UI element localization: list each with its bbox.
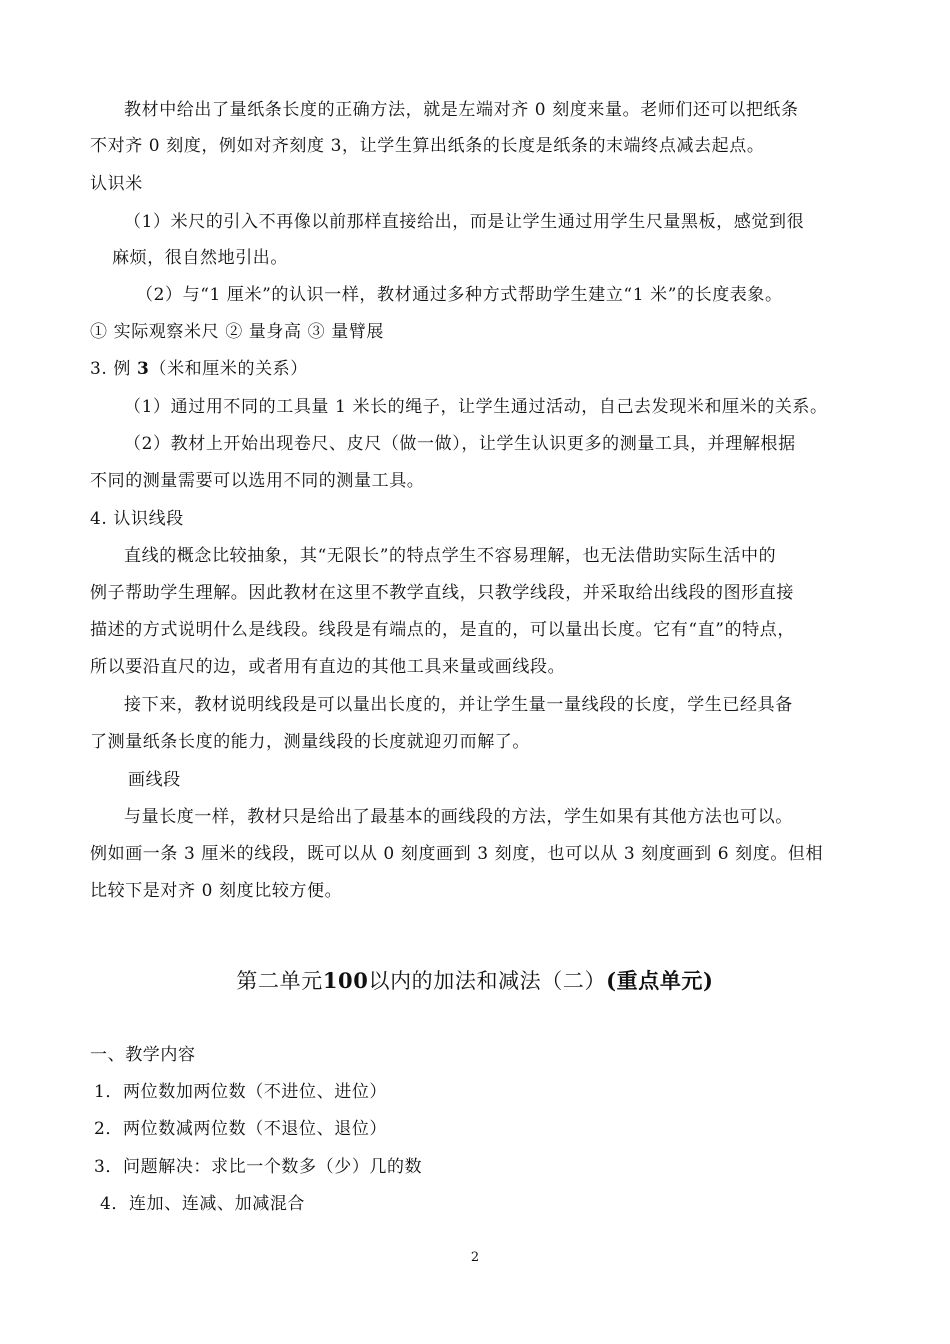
paragraph-line: 描述的方式说明什么是线段。线段是有端点的，是直的，可以量出长度。它有“直”的特点，	[90, 620, 795, 640]
example-index: 3	[137, 359, 150, 379]
list-line: ① 实际观察米尺 ② 量身高 ③ 量臂展	[90, 322, 385, 342]
section-heading: 一、教学内容	[90, 1045, 196, 1065]
example-number: 3. 例	[90, 359, 138, 379]
paragraph-line: （2）与“1 厘米”的认识一样，教材通过多种方式帮助学生建立“1 米”的长度表象。	[136, 285, 783, 305]
paragraph-line: 接下来，教材说明线段是可以量出长度的，并让学生量一量线段的长度，学生已经具备	[124, 695, 793, 715]
paragraph-line: 不对齐 0 刻度，例如对齐刻度 3，让学生算出纸条的长度是纸条的末端终点减去起点。	[90, 136, 765, 156]
paragraph-line: 直线的概念比较抽象，其“无限长”的特点学生不容易理解，也无法借助实际生活中的	[124, 546, 777, 566]
paragraph-line: 例子帮助学生理解。因此教材在这里不教学直线，只教学线段，并采取给出线段的图形直接	[90, 583, 794, 603]
unit-title	[0, 966, 950, 996]
unit-title-number: 100	[322, 968, 369, 993]
paragraph-line: （2）教材上开始出现卷尺、皮尺（做一做），让学生认识更多的测量工具，并理解根据	[124, 434, 796, 454]
paragraph-line: （1）通过用不同的工具量 1 米长的绳子，让学生通过活动，自己去发现米和厘米的关系。	[124, 397, 828, 417]
paragraph-line: 所以要沿直尺的边，或者用有直边的其他工具来量或画线段。	[90, 657, 566, 677]
paragraph-line: 与量长度一样，教材只是给出了最基本的画线段的方法，学生如果有其他方法也可以。	[124, 807, 793, 827]
page-number: 2	[470, 1250, 480, 1265]
unit-title-prefix: 第二单元	[236, 969, 323, 993]
paragraph-line: 例如画一条 3 厘米的线段，既可以从 0 刻度画到 3 刻度，也可以从 3 刻度画到 6 刻度。但相	[90, 844, 824, 864]
paragraph-line: （1）米尺的引入不再像以前那样直接给出，而是让学生通过用学生尺量黑板，感觉到很	[124, 212, 805, 232]
paragraph-line: 比较下是对齐 0 刻度比较方便。	[90, 881, 343, 901]
list-item: 4．连加、连减、加减混合	[100, 1194, 306, 1214]
example-topic: （米和厘米的关系）	[149, 359, 308, 379]
unit-title-middle: 以内的加法和减法（二）	[368, 969, 607, 993]
paragraph-line: 不同的测量需要可以选用不同的测量工具。	[90, 471, 425, 491]
section-heading: 画线段	[128, 770, 181, 790]
list-item: 2．两位数减两位数（不退位、退位）	[94, 1119, 388, 1139]
paragraph-line: 教材中给出了量纸条长度的正确方法，就是左端对齐 0 刻度来量。老师们还可以把纸条	[124, 100, 799, 120]
paragraph-line: 了测量纸条长度的能力，测量线段的长度就迎刃而解了。	[90, 732, 530, 752]
unit-title-suffix: (重点单元)	[606, 968, 714, 993]
list-item: 3．问题解决：求比一个数多（少）几的数	[94, 1157, 423, 1177]
section-heading	[90, 357, 308, 381]
section-heading: 认识米	[90, 174, 143, 194]
section-heading: 4. 认识线段	[90, 509, 184, 529]
paragraph-line: 麻烦，很自然地引出。	[112, 248, 288, 268]
list-item: 1．两位数加两位数（不进位、进位）	[94, 1082, 388, 1102]
